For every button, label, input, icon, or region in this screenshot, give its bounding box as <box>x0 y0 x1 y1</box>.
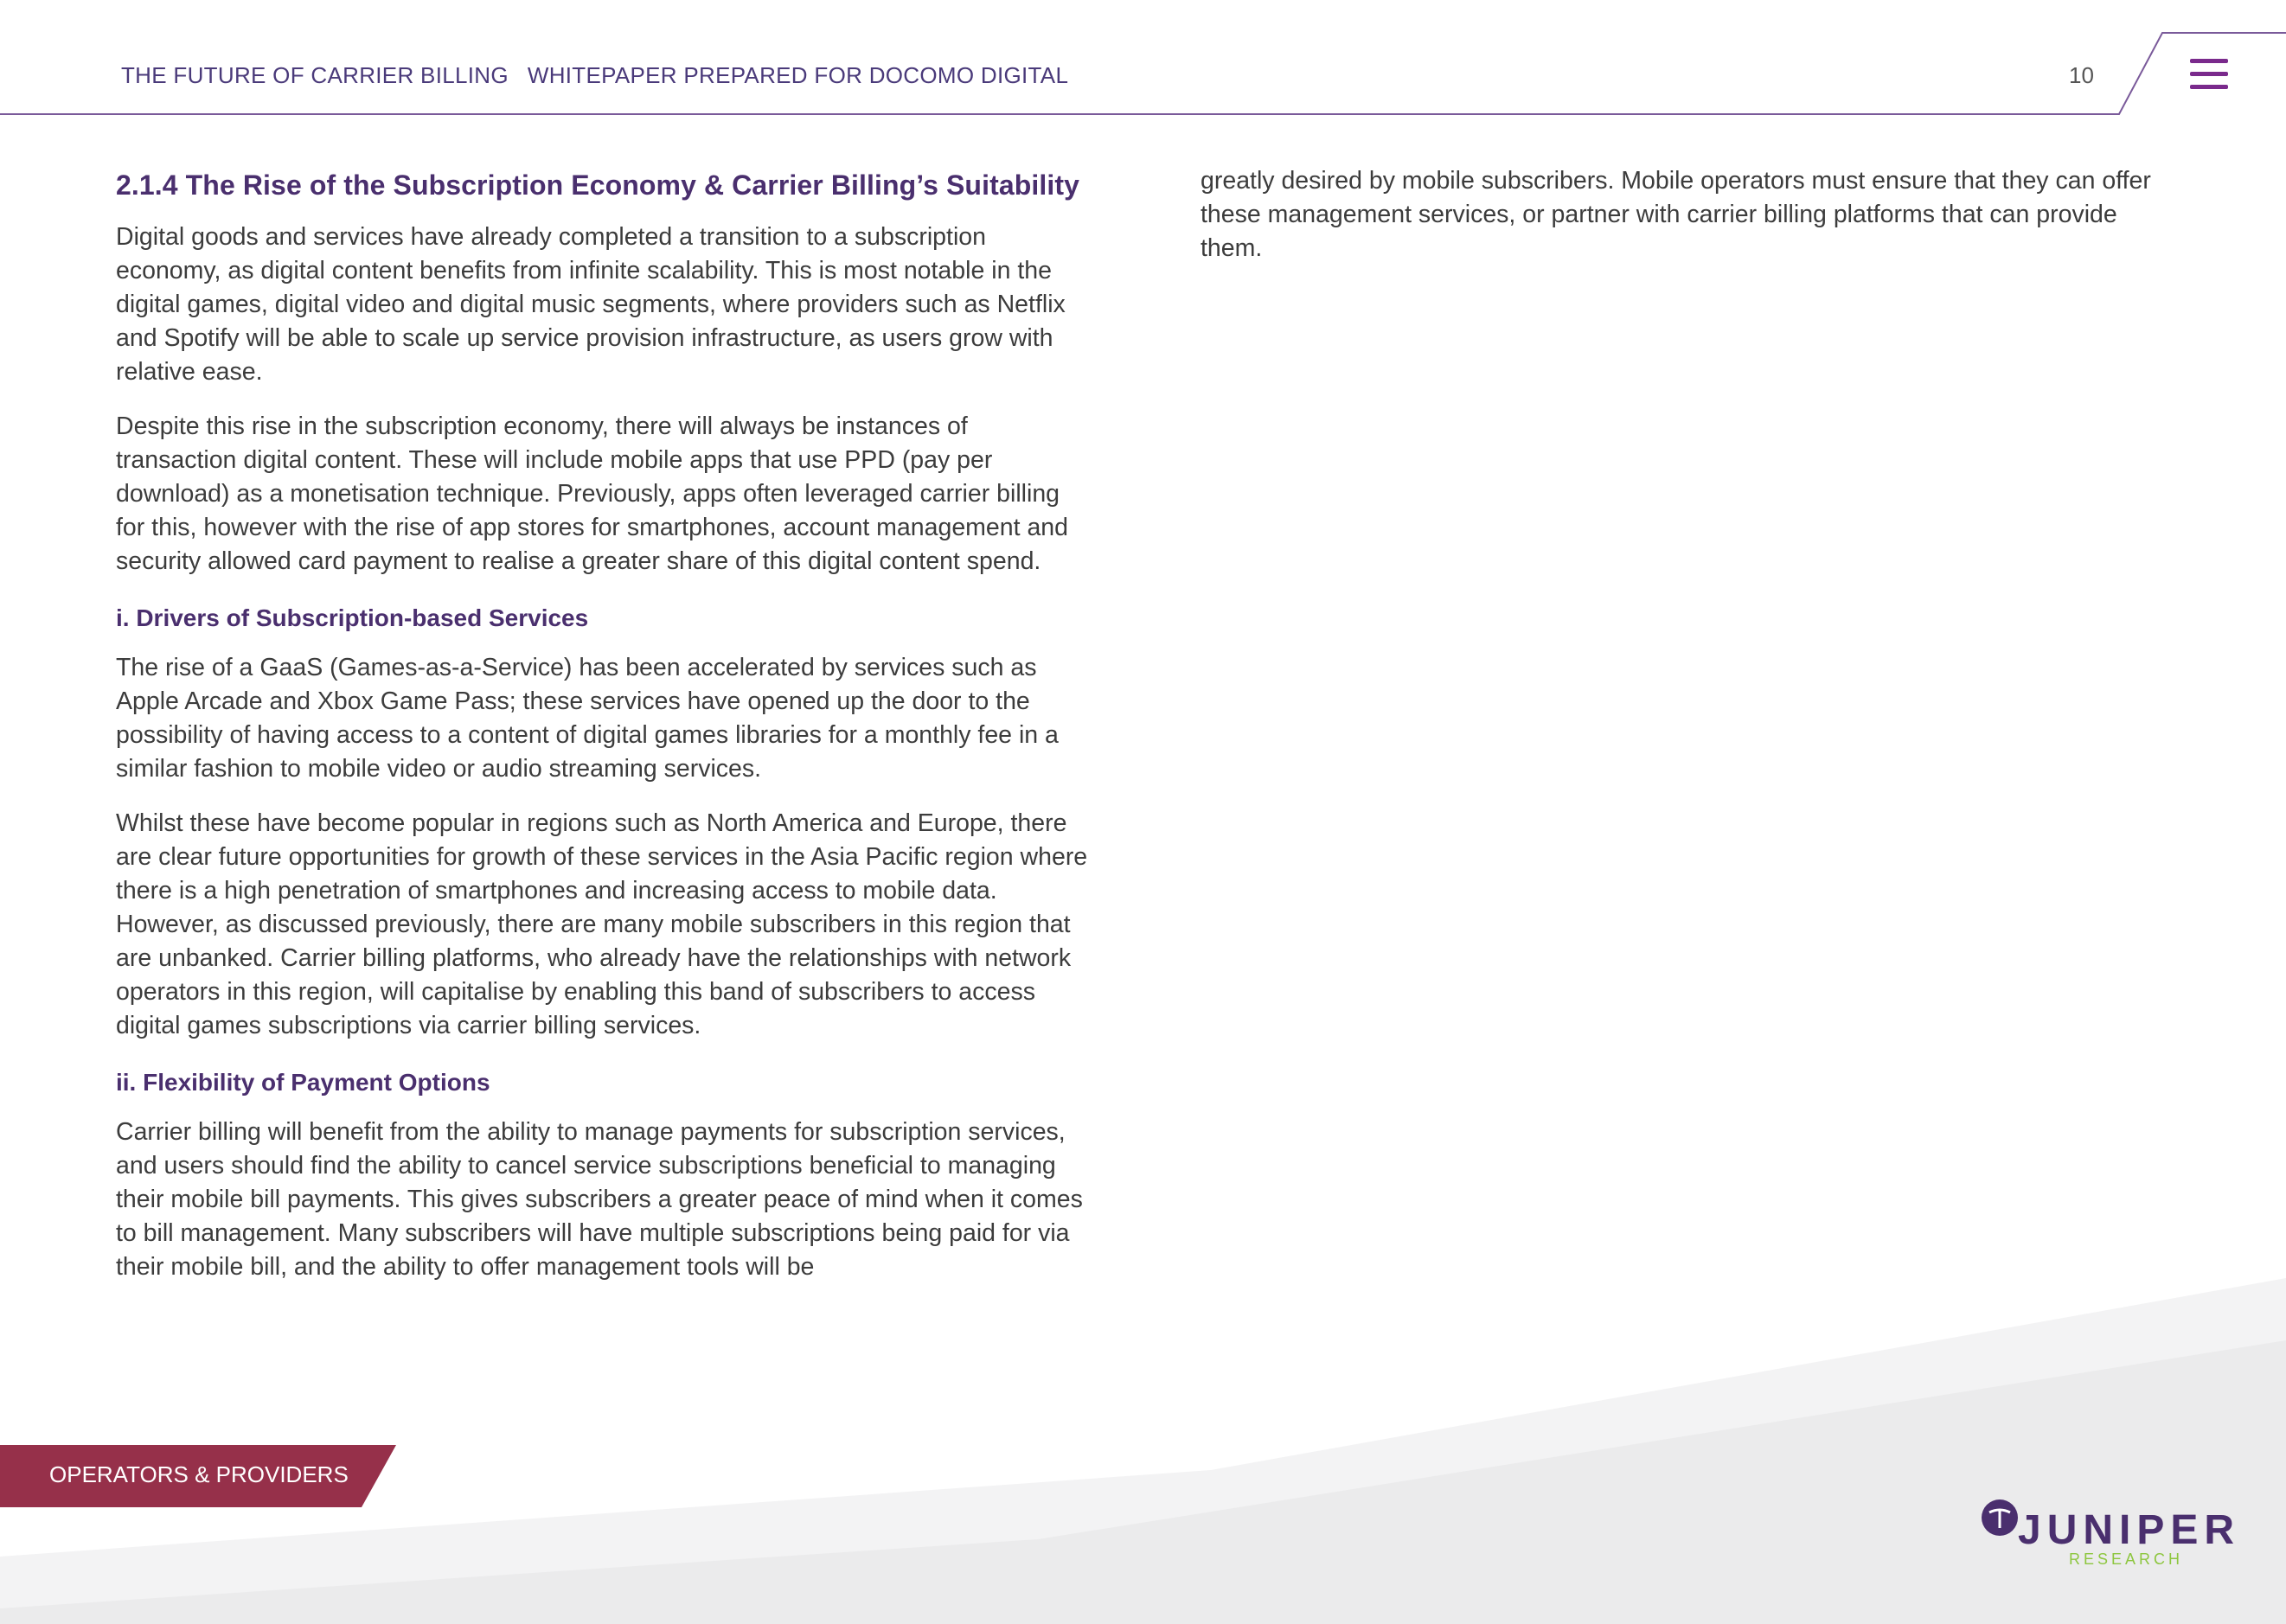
subheading-drivers: i. Drivers of Subscription-based Services <box>116 604 589 631</box>
right-column <box>1201 169 2178 286</box>
paragraph: greatly desired by mobile subscribers. Mobile operators must ensure that they can offer these management services, or partner with carrier billing platforms that can provide them. <box>1201 167 2151 262</box>
paragraph: Whilst these have become popular in regions such as North America and Europe, there are clear future opportunities for growth of these services in the Asia Pacific region where there is a high penetration of smartphones and increasing access to mobile data. However, as discussed previously, there are many mobile subscribers in this region that are unbanked. Carrier billing platforms, who already have the relationships with network operators in this region, will capitalise by enabling this band of subscribers to access digital games subscriptions via carrier billing services. <box>116 809 1088 1039</box>
subheading-flexibility: ii. Flexibility of Payment Options <box>116 1069 490 1096</box>
paragraph: Carrier billing will benefit from the ability to manage payments for subscription services, and users should find the ability to cancel service subscriptions beneficial to managing their mobile bill payments. This gives subscribers a greater peace of mind when it comes to bill management. Many subscribers will have multiple subscriptions being paid for via their mobile bill, and the ability to offer management tools will be <box>116 1118 1083 1281</box>
logo-subtext: RESEARCH <box>2069 1550 2184 1568</box>
hamburger-menu-icon[interactable] <box>2190 59 2228 90</box>
logo-wordmark: JUNIPER <box>2018 1507 2241 1553</box>
paragraph: Digital goods and services have already completed a transition to a subscription economy, as digital content benefits from infinite scalability. This is most notable in the digital games, digital video and digital music segments, where providers such as Netflix and Spotify will be able to scale up service provision infrastructure, as users grow with relative ease. <box>116 223 1066 386</box>
paragraph: Despite this rise in the subscription economy, there will always be instances of transaction digital content. These will include mobile apps that use PPD (pay per download) as a monetisation technique. Previously, apps often leveraged carrier billing for this, however with the rise of app stores for smartphones, account management and security allowed card payment to realise a greater share of this digital content spend. <box>116 412 1068 575</box>
running-header <box>121 62 1068 89</box>
page-number: 10 <box>2069 62 2094 88</box>
left-column <box>116 169 1093 1305</box>
section-tab-label: OPERATORS & PROVIDERS <box>49 1461 349 1487</box>
header-subtitle: WHITEPAPER PREPARED FOR DOCOMO DIGITAL <box>527 62 1069 88</box>
header-title: THE FUTURE OF CARRIER BILLING <box>121 62 509 88</box>
paragraph: The rise of a GaaS (Games-as-a-Service) has been accelerated by services such as Apple Arcade and Xbox Game Pass; these services have opened up the door to the possibility of having access to a content of digital games libraries for a monthly fee in a similar fashion to mobile video or audio streaming services. <box>116 654 1059 783</box>
section-title: 2.1.4 The Rise of the Subscription Economy & Carrier Billing’s Suitability <box>116 169 1079 201</box>
